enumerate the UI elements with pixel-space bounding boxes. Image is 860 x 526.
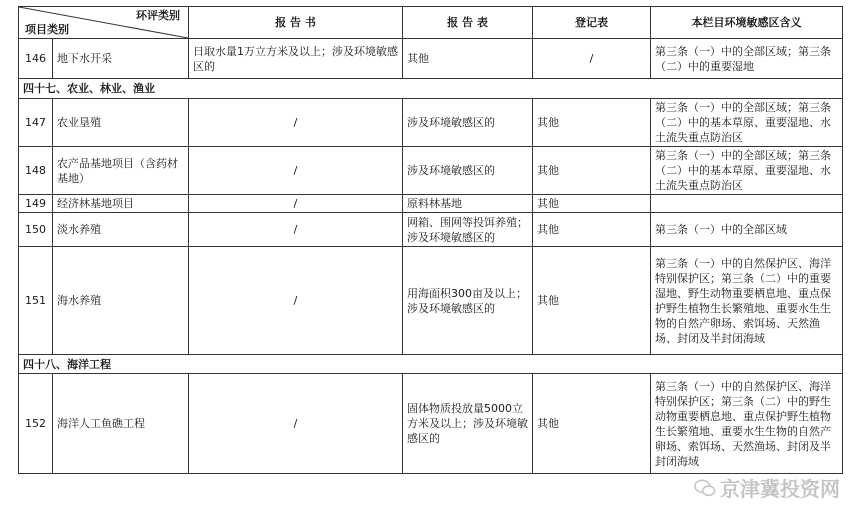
project-name: 经济林基地项目	[53, 195, 189, 213]
register-cell: 其他	[533, 147, 651, 195]
project-name: 海水养殖	[53, 247, 189, 355]
row-number: 149	[19, 195, 53, 213]
report-book-cell: /	[189, 99, 403, 147]
header-report-book: 报 告 书	[189, 7, 403, 39]
report-table-cell: 原料林基地	[403, 195, 533, 213]
table-row	[19, 39, 843, 79]
register-cell: 其他	[533, 99, 651, 147]
document	[18, 6, 842, 474]
row-number: 150	[19, 213, 53, 247]
report-table-cell: 固体物质投放量5000立方米及以上；涉及环境敏感区的	[403, 374, 533, 474]
table-body	[19, 39, 843, 474]
register-cell: 其他	[533, 195, 651, 213]
row-number: 147	[19, 99, 53, 147]
sensitive-area-cell	[651, 195, 843, 213]
sensitive-area-cell: 第三条（一）中的自然保护区、海洋特别保护区；第三条（二）中的野生动物重要栖息地、重点保护野生植物生长繁殖地、重要水生生物的自然产卵场、索饵场、天然渔场、封闭及半封闭海域	[651, 374, 843, 474]
section-row	[19, 355, 843, 374]
table-row	[19, 195, 843, 213]
header-sensitive-area: 本栏目环境敏感区含义	[651, 7, 843, 39]
register-cell: /	[533, 39, 651, 79]
register-cell: 其他	[533, 213, 651, 247]
report-table-cell: 涉及环境敏感区的	[403, 99, 533, 147]
project-name: 淡水养殖	[53, 213, 189, 247]
project-name: 海洋人工鱼礁工程	[53, 374, 189, 474]
header-report-table: 报 告 表	[403, 7, 533, 39]
row-number: 148	[19, 147, 53, 195]
watermark-text: 京津冀投资网	[720, 477, 840, 501]
wechat-icon	[694, 477, 716, 499]
report-table-cell: 网箱、围网等投饵养殖；涉及环境敏感区的	[403, 213, 533, 247]
watermark	[694, 473, 840, 502]
sensitive-area-cell: 第三条（一）中的全部区域；第三条（二）中的基本草原、重要湿地、水土流失重点防治区	[651, 99, 843, 147]
table-header-row	[19, 7, 843, 39]
report-table-cell: 用海面积300亩及以上；涉及环境敏感区的	[403, 247, 533, 355]
report-book-cell: 日取水量1万立方米及以上；涉及环境敏感区的	[189, 39, 403, 79]
report-book-cell: /	[189, 247, 403, 355]
register-cell: 其他	[533, 374, 651, 474]
table-row	[19, 213, 843, 247]
classification-table	[18, 6, 843, 474]
section-title: 四十八、海洋工程	[19, 355, 843, 374]
table-row	[19, 374, 843, 474]
report-book-cell: /	[189, 213, 403, 247]
header-eia-category: 环评类别	[136, 9, 180, 22]
table-row	[19, 99, 843, 147]
row-number: 146	[19, 39, 53, 79]
project-name: 地下水开采	[53, 39, 189, 79]
row-number: 152	[19, 374, 53, 474]
project-name: 农业垦殖	[53, 99, 189, 147]
project-name: 农产品基地项目（含药材基地）	[53, 147, 189, 195]
report-table-cell: 涉及环境敏感区的	[403, 147, 533, 195]
sensitive-area-cell: 第三条（一）中的全部区域；第三条（二）中的重要湿地	[651, 39, 843, 79]
sensitive-area-cell: 第三条（一）中的自然保护区、海洋特别保护区；第三条（二）中的重要湿地、野生动物重要栖息地、重点保护野生植物生长繁殖地、重要水生生物的自然产卵场、索饵场、天然渔场、封闭及半封闭海域	[651, 247, 843, 355]
sensitive-area-cell: 第三条（一）中的全部区域；第三条（二）中的基本草原、重要湿地、水土流失重点防治区	[651, 147, 843, 195]
report-book-cell: /	[189, 374, 403, 474]
header-project-category: 项目类别	[25, 23, 69, 36]
table-row	[19, 247, 843, 355]
register-cell: 其他	[533, 247, 651, 355]
header-corner-cell	[19, 7, 189, 39]
report-book-cell: /	[189, 147, 403, 195]
section-title: 四十七、农业、林业、渔业	[19, 79, 843, 99]
table-row	[19, 147, 843, 195]
report-table-cell: 其他	[403, 39, 533, 79]
header-register: 登记表	[533, 7, 651, 39]
row-number: 151	[19, 247, 53, 355]
sensitive-area-cell: 第三条（一）中的全部区域	[651, 213, 843, 247]
report-book-cell: /	[189, 195, 403, 213]
section-row	[19, 79, 843, 99]
